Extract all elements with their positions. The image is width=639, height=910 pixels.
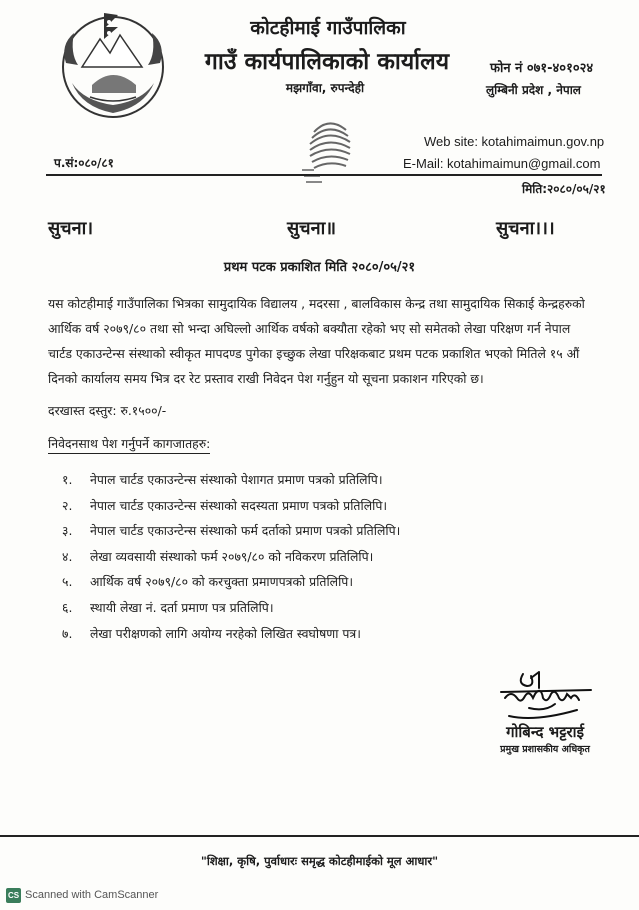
list-item — [62, 573, 400, 599]
published-date: प्रथम पटक प्रकाशित मिति २०८०/०५/२१ — [223, 260, 416, 275]
body-line: यस कोटहीमाई गाउँपालिका भित्रका सामुदायिक विद्यालय , मदरसा , बालविकास केन्द्र तथा सामुदायिक सिकाई केन्द्रहरुको — [48, 296, 585, 311]
list-item — [62, 625, 400, 651]
scanner-watermark: Scanned with CamScanner — [25, 889, 159, 901]
website-link[interactable]: Web site: kotahimaimun.gov.np — [424, 134, 605, 149]
office-name: गाउँ कार्यपालिकाको कार्यालय — [204, 49, 450, 75]
email-link[interactable]: E-Mail: kotahimaimun@gmail.com — [403, 156, 601, 171]
list-item-text: लेखा व्यवसायी संस्थाको फर्म २०७९/८० को नविकरण प्रतिलिपि। — [90, 548, 374, 564]
notice-heading-3: सुचना।।। — [496, 218, 555, 239]
office-address: मझगाँवा, रुपन्देही — [285, 81, 365, 95]
list-item-number: ४. — [62, 548, 73, 564]
notice-body — [48, 291, 610, 391]
signer-title: प्रमुख प्रशासकीय अधिकृत — [500, 744, 590, 755]
list-item-text: लेखा परीक्षणको लागि अयोग्य नरहेको लिखित स्वघोषणा पत्र। — [90, 625, 361, 641]
footer-motto: "शिक्षा, कृषि, पुर्वाधारः समृद्ध कोटहीमाईको मूल आधार" — [200, 854, 439, 868]
list-item-number: ६. — [62, 599, 73, 615]
footer-divider — [0, 835, 639, 837]
list-item-text: स्थायी लेखा नं. दर्ता प्रमाण पत्र प्रतिलिपि। — [90, 599, 274, 615]
list-item — [62, 548, 400, 574]
body-line: चार्टड एकाउन्टेन्स संस्थाको स्वीकृत मापदण्ड पुगेका इच्छुक लेखा परिक्षकबाट प्रथम पटक प्रकाशित भएको मितिले १५ औं — [48, 346, 580, 361]
list-item — [62, 497, 400, 523]
phone-number: फोन नं ०७१-४०१०२४ — [490, 61, 594, 76]
camscanner-logo-icon: CS — [6, 888, 21, 903]
notice-heading-2: सुचना॥ — [287, 218, 337, 239]
list-item-text: नेपाल चार्टड एकाउन्टेन्स संस्थाको फर्म दर्ताको प्रमाण पत्रको प्रतिलिपि। — [90, 523, 401, 539]
signer-name: गोबिन्द भट्टराई — [506, 723, 584, 741]
list-item — [62, 599, 400, 625]
list-item-number: ३. — [62, 523, 73, 539]
province-name: लुम्बिनी प्रदेश , नेपाल — [486, 83, 581, 97]
list-item-number: ७. — [62, 625, 73, 641]
list-item-text: नेपाल चार्टड एकाउन्टेन्स संस्थाको पेशागत प्रमाण पत्रको प्रतिलिपि। — [90, 472, 383, 487]
list-item-number: २. — [62, 497, 73, 513]
list-item — [62, 522, 400, 548]
list-item-number: ५. — [62, 574, 73, 590]
list-item-text: आर्थिक वर्ष २०७९/८० को करचुक्ता प्रमाणपत्रको प्रतिलिपि। — [90, 574, 354, 590]
header-divider — [46, 174, 602, 176]
notice-heading-1: सुचना। — [48, 218, 94, 239]
body-line: आर्थिक वर्ष २०७९/८० तथा सो भन्दा अघिल्लो आर्थिक वर्षको बक्यौता रहेको भए सो समेतको लेखा परिक्षण गर्न नेपाल — [48, 321, 571, 336]
org-name: कोटहीमाई गाउँपालिका — [250, 17, 406, 39]
nepal-emblem-icon — [52, 5, 174, 123]
reference-number: प.सं:०८०/८१ — [54, 156, 114, 170]
signature-icon — [495, 664, 593, 726]
application-fee: दरखास्त दस्तुर: रु.१५००/- — [48, 403, 167, 418]
documents-heading: निवेदनसाथ पेश गर्नुपर्ने कागजातहरु: — [48, 435, 210, 454]
list-item-text: नेपाल चार्टड एकाउन्टेन्स संस्थाको सदस्यता प्रमाण पत्रको प्रतिलिपि। — [90, 497, 388, 513]
list-item-number: १. — [62, 472, 73, 487]
document-date: मिति:२०८०/०५/२१ — [522, 182, 606, 196]
body-line: दिनको कार्यालय समय भित्र दर रेट प्रस्ताव राखी निवेदन पेश गर्नुहुन यो सूचना प्रकाशन गरिएको छ। — [48, 371, 484, 386]
list-item — [62, 471, 400, 497]
documents-list — [62, 471, 400, 650]
